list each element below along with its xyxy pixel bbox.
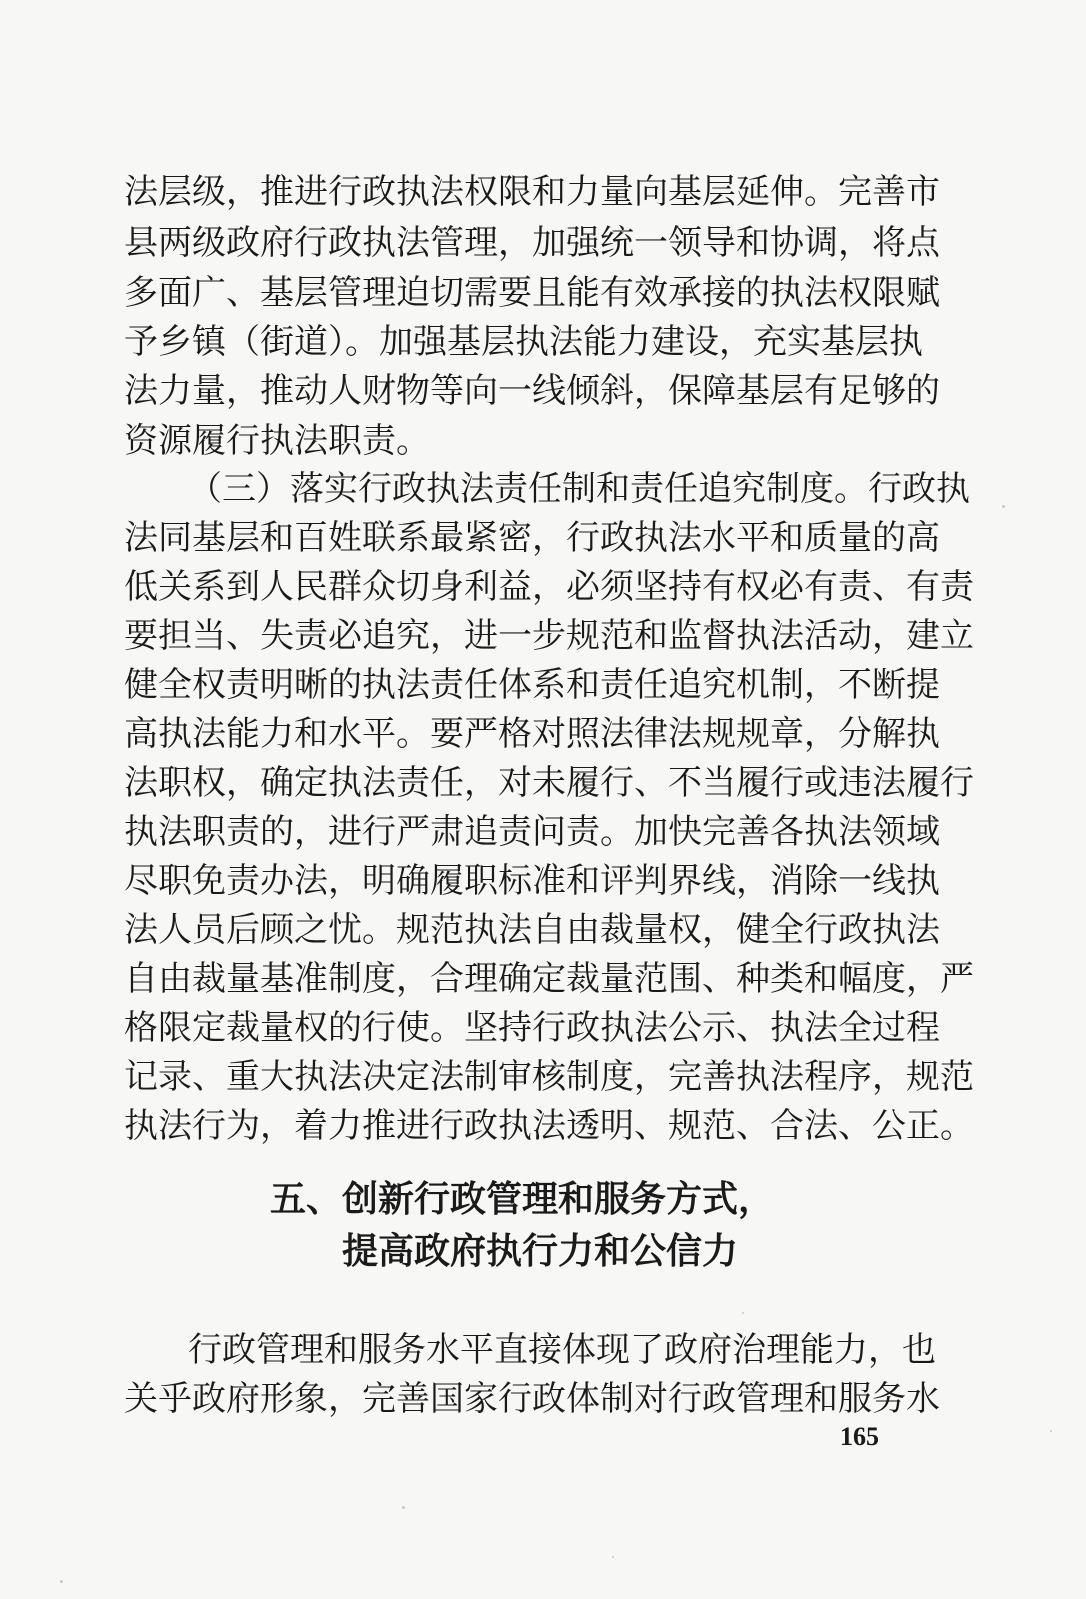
text-line: 法力量，推动人财物等向一线倾斜，保障基层有足够的: [124, 371, 940, 411]
text-line: 低关系到人民群众切身利益，必须坚持有权必有责、有责: [124, 567, 974, 607]
text-line: 县两级政府行政执法管理，加强统一领导和协调，将点: [124, 223, 940, 263]
text-line: 关乎政府形象，完善国家行政体制对行政管理和服务水: [124, 1379, 940, 1419]
scan-speck: [612, 1556, 614, 1558]
text-line: 资源履行执法职责。: [124, 421, 430, 461]
text-line: 尽职免责办法，明确履职标准和评判界线，消除一线执: [124, 861, 940, 901]
section-heading-line-2: 提高政府执行力和公信力: [342, 1231, 739, 1272]
text-line: 法人员后顾之忧。规范执法自由裁量权，健全行政执法: [124, 910, 940, 950]
text-line: 健全权责明晰的执法责任体系和责任追究机制，不断提: [124, 665, 940, 705]
text-line: （三）落实行政执法责任制和责任追究制度。行政执: [188, 469, 970, 509]
scan-speck: [1050, 1430, 1052, 1432]
text-line: 法同基层和百姓联系最紧密，行政执法水平和质量的高: [124, 518, 940, 558]
text-line: 多面广、基层管理迫切需要且能有效承接的执法权限赋: [124, 273, 940, 313]
scan-speck: [742, 1312, 744, 1314]
text-line: 行政管理和服务水平直接体现了政府治理能力，也: [188, 1330, 936, 1370]
text-line: 法层级，推进行政执法权限和力量向基层延伸。完善市: [124, 172, 940, 212]
text-line: 自由裁量基准制度，合理确定裁量范围、种类和幅度，严: [124, 959, 974, 999]
text-line: 执法行为，着力推进行政执法透明、规范、合法、公正。: [124, 1106, 974, 1146]
text-line: 高执法能力和水平。要严格对照法律法规规章，分解执: [124, 714, 940, 754]
text-line: 记录、重大执法决定法制审核制度，完善执法程序，规范: [124, 1057, 974, 1097]
page-number: 165: [840, 1422, 879, 1451]
scan-speck: [60, 1580, 63, 1583]
text-line: 法职权，确定执法责任，对未履行、不当履行或违法履行: [124, 763, 974, 803]
text-line: 要担当、失责必追究，进一步规范和监督执法活动，建立: [124, 616, 974, 656]
text-line: 予乡镇（街道）。加强基层执法能力建设，充实基层执: [124, 322, 923, 362]
scan-speck: [402, 1506, 405, 1509]
text-line: 执法职责的，进行严肃追责问责。加快完善各执法领域: [124, 812, 940, 852]
scan-speck: [1002, 505, 1005, 508]
text-line: 格限定裁量权的行使。坚持行政执法公示、执法全过程: [124, 1008, 940, 1048]
section-heading-line-1: 五、创新行政管理和服务方式，: [270, 1179, 775, 1220]
